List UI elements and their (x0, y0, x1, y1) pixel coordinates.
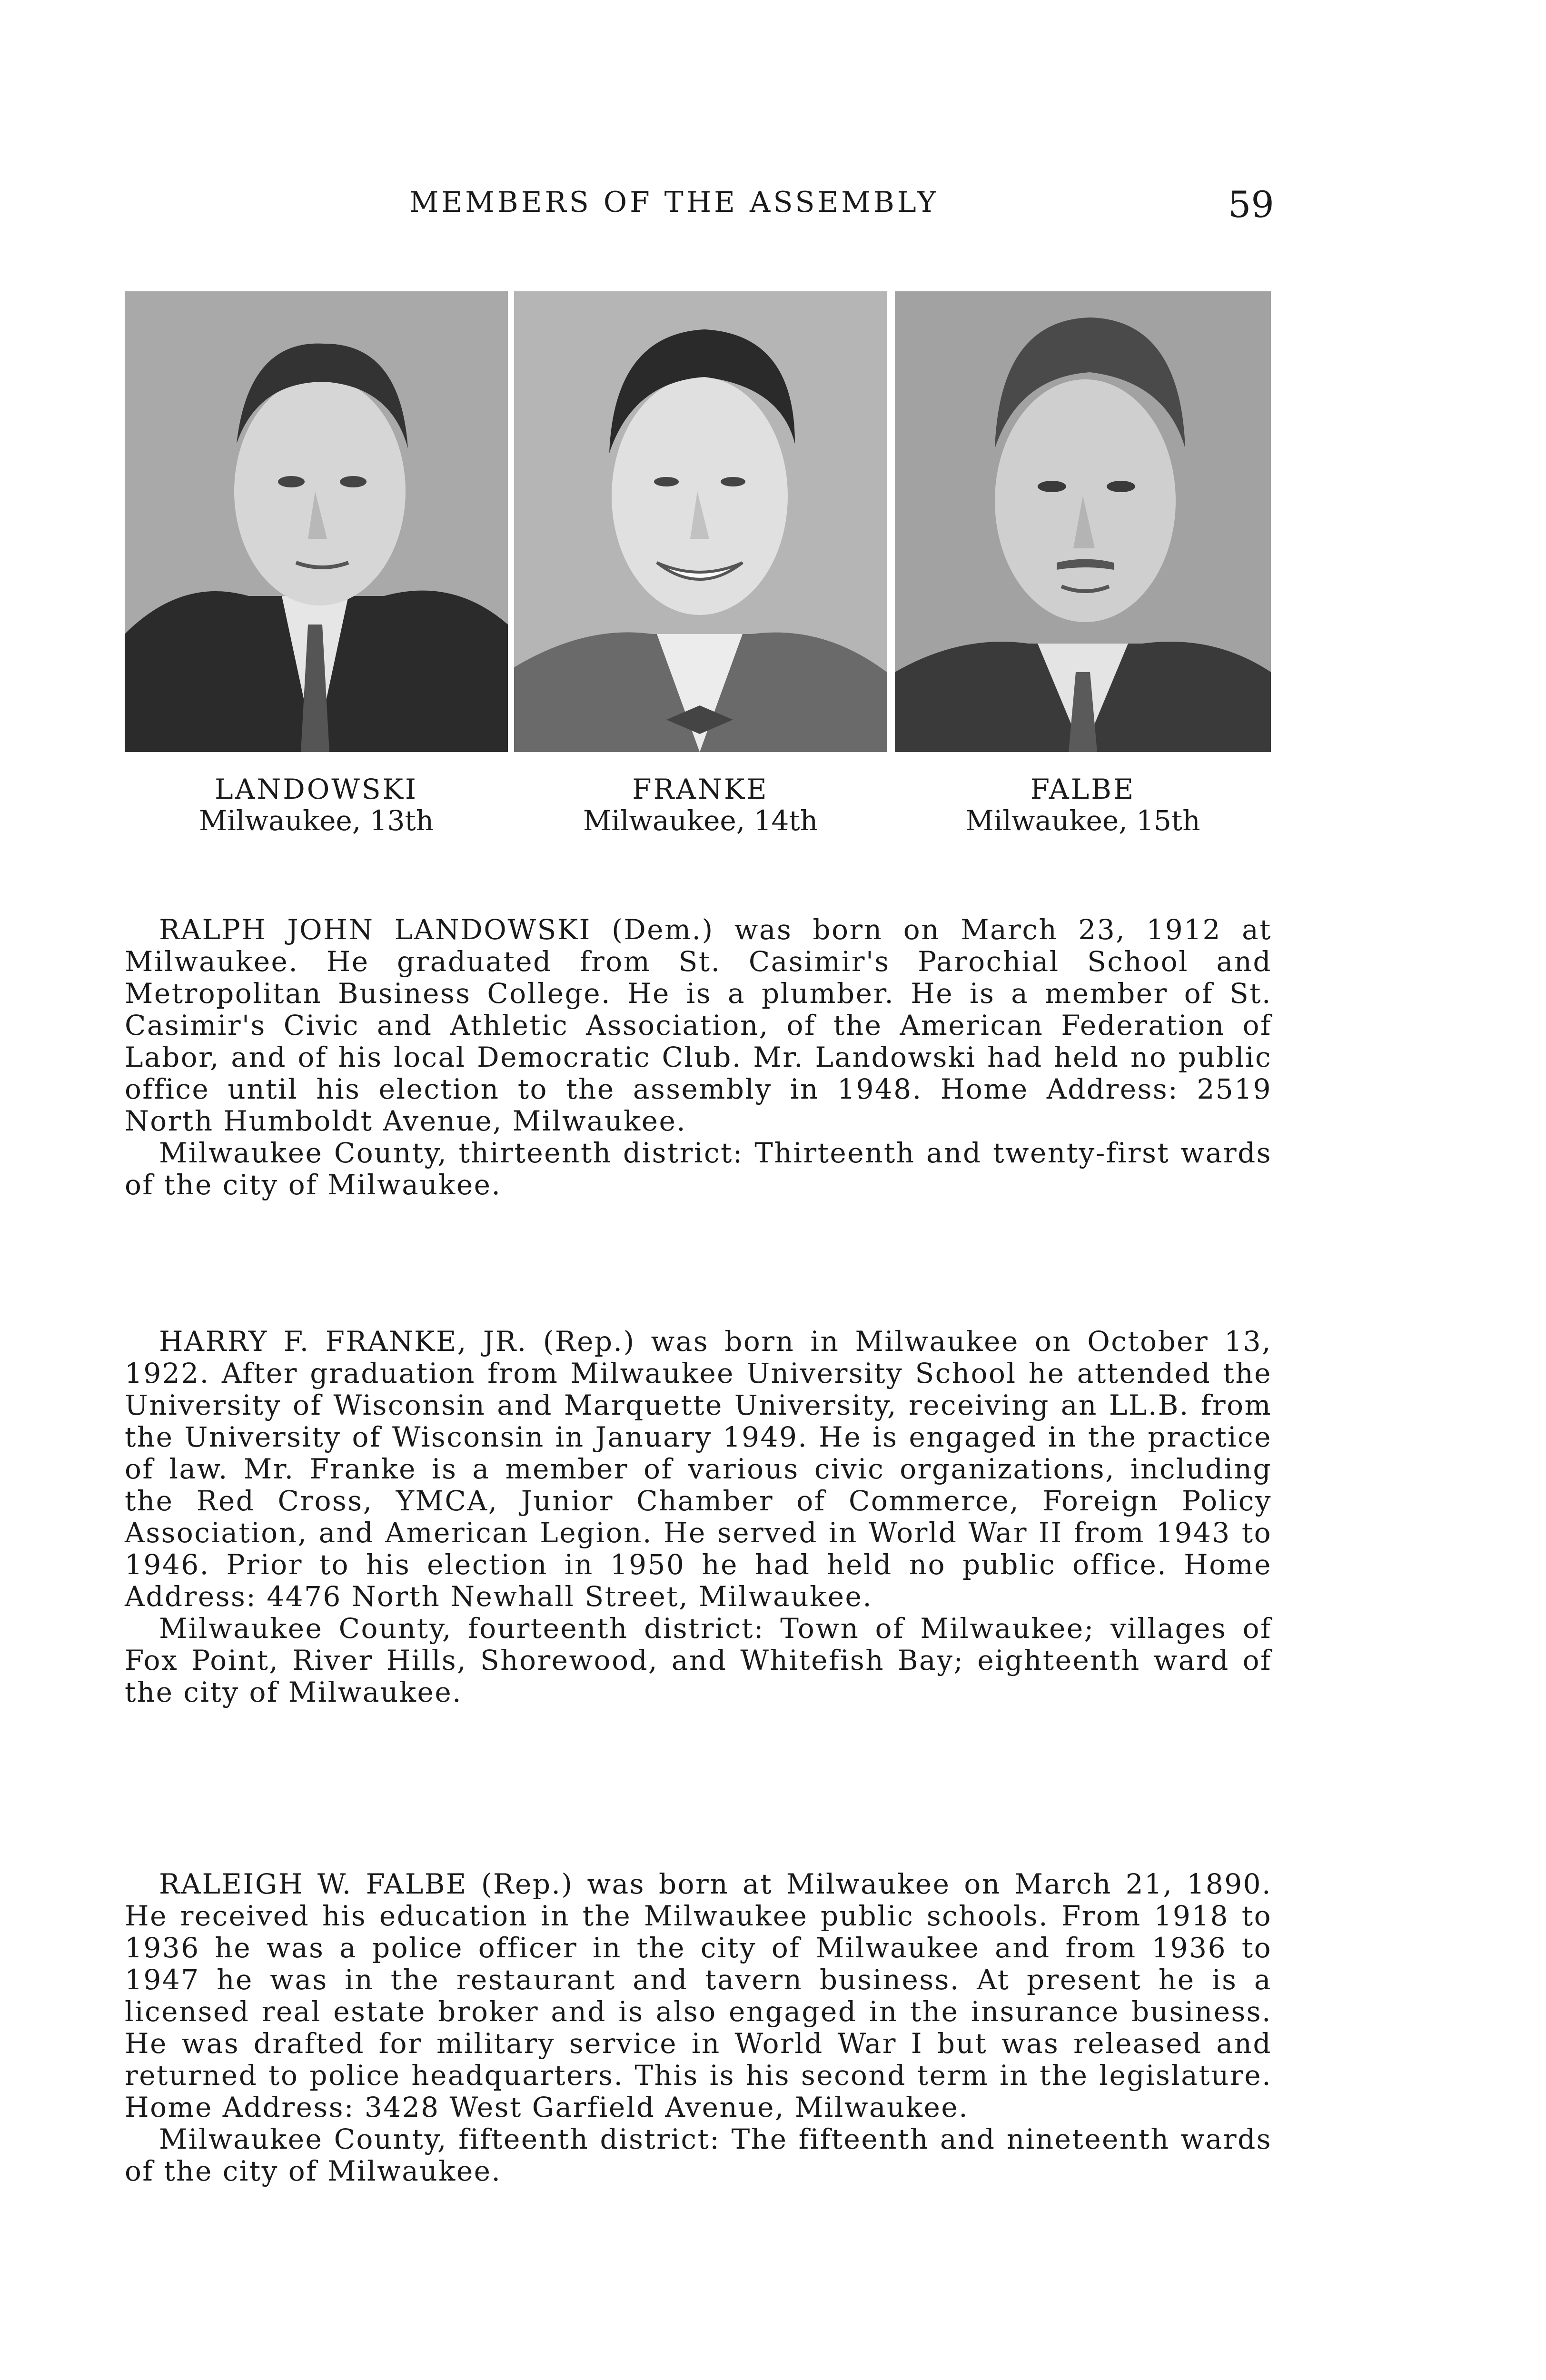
caption-district: Milwaukee, 13th (198, 804, 434, 837)
biography-falbe (125, 1868, 1272, 2187)
district-description: Milwaukee County, thirteenth district: Thirteenth and twenty-first wards of the city of Milwaukee. (125, 1137, 1272, 1201)
caption-name: FRANKE (632, 773, 769, 805)
caption-district: Milwaukee, 14th (583, 804, 818, 837)
portrait-photo-franke (514, 291, 887, 752)
caption-name: LANDOWSKI (215, 773, 418, 805)
page-header: MEMBERS OF THE ASSEMBLY (409, 186, 939, 219)
portrait-photo-falbe (895, 291, 1271, 752)
biography-paragraph: HARRY F. FRANKE, JR. (Rep.) was born in Milwaukee on October 13, 1922. After graduation from Milwaukee University School he attended the University of Wisconsin and Marquette University, receiving an LL.B. from the University of Wisconsin in January 1949. He is engaged in the practice of law. Mr. Franke is a member of various civic organizations, including the Red Cross, YMCA, Junior Chamber of Commerce, Foreign Policy Association, and American Legion. He served in World War II from 1943 to 1946. Prior to his election in 1950 he had held no public office. Home Address: 4476 North Newhall Street, Milwaukee. (125, 1325, 1272, 1613)
district-description: Milwaukee County, fifteenth district: The fifteenth and nineteenth wards of the city of Milwaukee. (125, 2123, 1272, 2187)
caption-falbe (895, 774, 1271, 836)
biography-paragraph: RALPH JOHN LANDOWSKI (Dem.) was born on March 23, 1912 at Milwaukee. He graduated from St. Casimir's Parochial School and Metropolitan Business College. He is a plumber. He is a member of St. Casimir's Civic and Athletic Association, of the American Federation of Labor, and of his local Democratic Club. Mr. Landowski had held no public office until his election to the assembly in 1948. Home Address: 2519 North Humboldt Avenue, Milwaukee. (125, 913, 1272, 1137)
biography-franke (125, 1326, 1272, 1708)
caption-franke (514, 774, 887, 836)
portrait-photo-landowski (125, 291, 508, 752)
biography-landowski (125, 914, 1272, 1201)
page-number: 59 (1228, 183, 1274, 226)
district-description: Milwaukee County, fourteenth district: Town of Milwaukee; villages of Fox Point, River Hills, Shorewood, and Whitefish Bay; eighteenth ward of the city of Milwaukee. (125, 1612, 1272, 1708)
caption-name: FALBE (1030, 773, 1136, 805)
caption-district: Milwaukee, 15th (965, 804, 1200, 837)
biography-paragraph: RALEIGH W. FALBE (Rep.) was born at Milwaukee on March 21, 1890. He received his education in the Milwaukee public schools. From 1918 to 1936 he was a police officer in the city of Milwaukee and from 1936 to 1947 he was in the restaurant and tavern business. At present he is a licensed real estate broker and is also engaged in the insurance business. He was drafted for military service in World War I but was released and returned to police headquarters. This is his second term in the legislature. Home Address: 3428 West Garfield Avenue, Milwaukee. (125, 1868, 1272, 2123)
caption-landowski (125, 774, 508, 836)
